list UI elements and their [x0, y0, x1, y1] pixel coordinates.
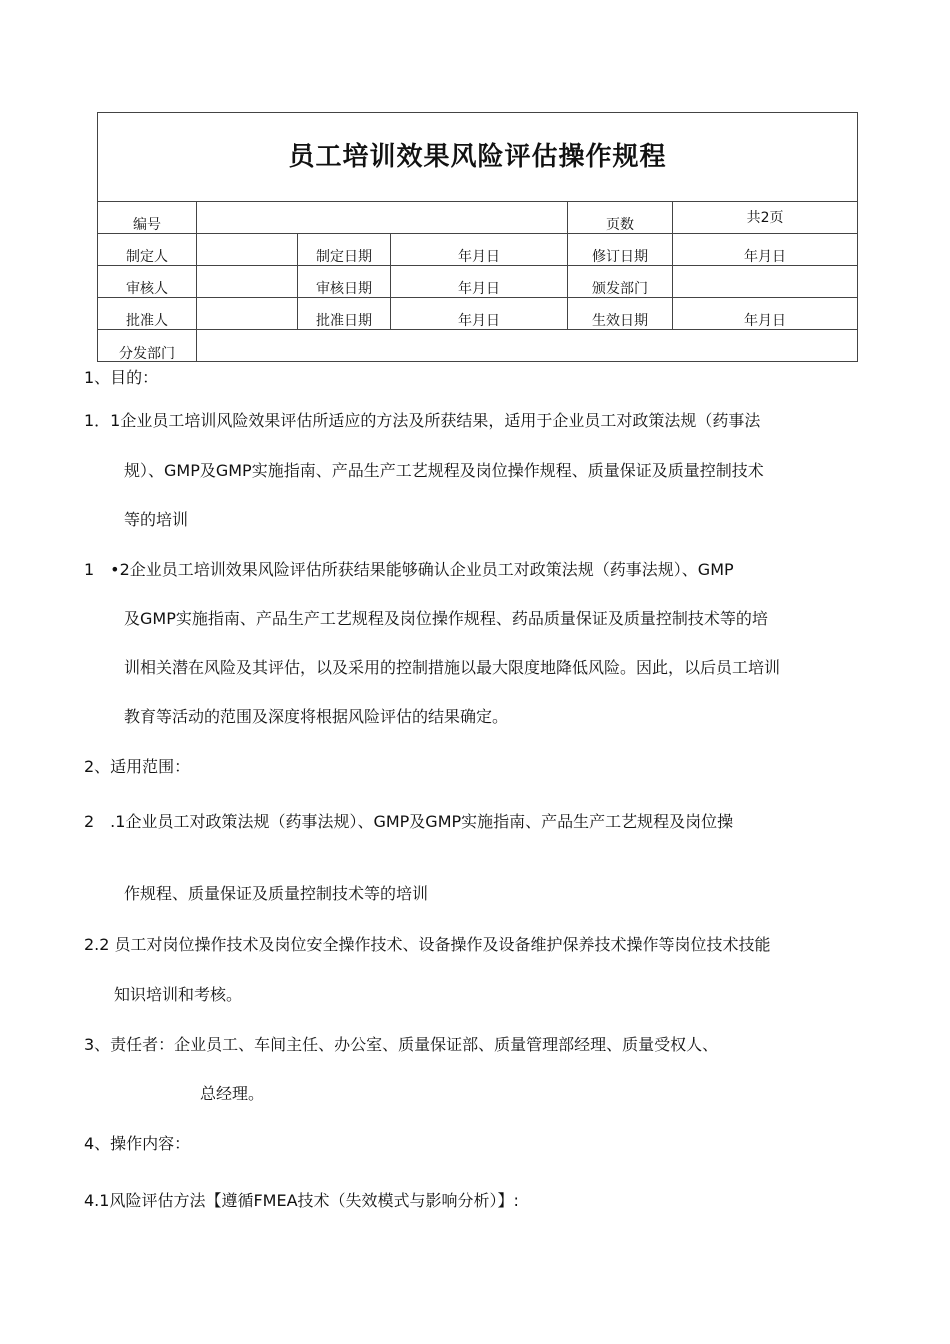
para-1-1-line-1: 1．1企业员工培训风险效果评估所适应的方法及所获结果，适用于企业员工对政策法规（药事法 — [84, 411, 761, 430]
value-xiuding-riqi: 年月日 — [673, 234, 858, 266]
value-bianhao — [197, 202, 568, 234]
para-2-1-line-2: 作规程、质量保证及质量控制技术等的培训 — [124, 884, 429, 903]
label-xiuding-riqi: 修订日期 — [568, 234, 673, 266]
value-shenheren — [197, 266, 298, 298]
value-banfa-bumen — [673, 266, 858, 298]
para-2-1-line-1: 2 .1企业员工对政策法规（药事法规）、GMP及GMP实施指南、产品生产工艺规程及岗位操 — [84, 812, 734, 831]
document-header-table — [97, 112, 858, 362]
label-shengxiao-riqi: 生效日期 — [568, 298, 673, 330]
document-title: 员工培训效果风险评估操作规程 — [98, 113, 858, 202]
para-2-2-line-1: 2.2 员工对岗位操作技术及岗位安全操作技术、设备操作及设备维护保养技术操作等岗位技术技能 — [84, 935, 771, 954]
value-shengxiao-riqi: 年月日 — [673, 298, 858, 330]
para-2-2-line-2: 知识培训和考核。 — [114, 985, 243, 1004]
label-zhiding-riqi: 制定日期 — [298, 234, 391, 266]
label-fenfa-bumen: 分发部门 — [98, 330, 197, 362]
label-bianhao: 编号 — [98, 202, 197, 234]
label-banfa-bumen: 颁发部门 — [568, 266, 673, 298]
para-1-1-line-2: 规）、GMP及GMP实施指南、产品生产工艺规程及岗位操作规程、质量保证及质量控制技术 — [124, 461, 764, 480]
value-yeshu: 共2页 — [673, 202, 858, 234]
label-shenhe-riqi: 审核日期 — [298, 266, 391, 298]
value-zhiding-riqi: 年月日 — [391, 234, 568, 266]
section-3-line-2: 总经理。 — [200, 1084, 265, 1103]
para-1-1-line-3: 等的培训 — [124, 510, 189, 529]
label-pizhunren: 批准人 — [98, 298, 197, 330]
value-pizhunren — [197, 298, 298, 330]
section-2-heading: 2、适用范围： — [84, 757, 191, 776]
section-4-heading: 4、操作内容： — [84, 1134, 191, 1153]
section-3-line-1: 3、责任者：企业员工、车间主任、办公室、质量保证部、质量管理部经理、质量受权人、 — [84, 1035, 719, 1054]
para-1-2-line-2: 及GMP实施指南、产品生产工艺规程及岗位操作规程、药品质量保证及质量控制技术等的培 — [124, 609, 768, 628]
label-shenheren: 审核人 — [98, 266, 197, 298]
value-shenhe-riqi: 年月日 — [391, 266, 568, 298]
value-zhidingren — [197, 234, 298, 266]
para-1-2-line-3: 训相关潜在风险及其评估，以及采用的控制措施以最大限度地降低风险。因此，以后员工培训 — [124, 658, 781, 677]
para-1-2-line-1: 1 •2企业员工培训效果风险评估所获结果能够确认企业员工对政策法规（药事法规）、GMP — [84, 560, 734, 579]
label-zhidingren: 制定人 — [98, 234, 197, 266]
section-1-heading: 1、目的： — [84, 368, 159, 387]
label-yeshu: 页数 — [568, 202, 673, 234]
para-1-2-line-4: 教育等活动的范围及深度将根据风险评估的结果确定。 — [124, 707, 509, 726]
label-pizhun-riqi: 批准日期 — [298, 298, 391, 330]
para-4-1: 4.1风险评估方法【遵循FMEA技术（失效模式与影响分析）】: — [84, 1191, 519, 1210]
value-fenfa-bumen — [197, 330, 858, 362]
value-pizhun-riqi: 年月日 — [391, 298, 568, 330]
